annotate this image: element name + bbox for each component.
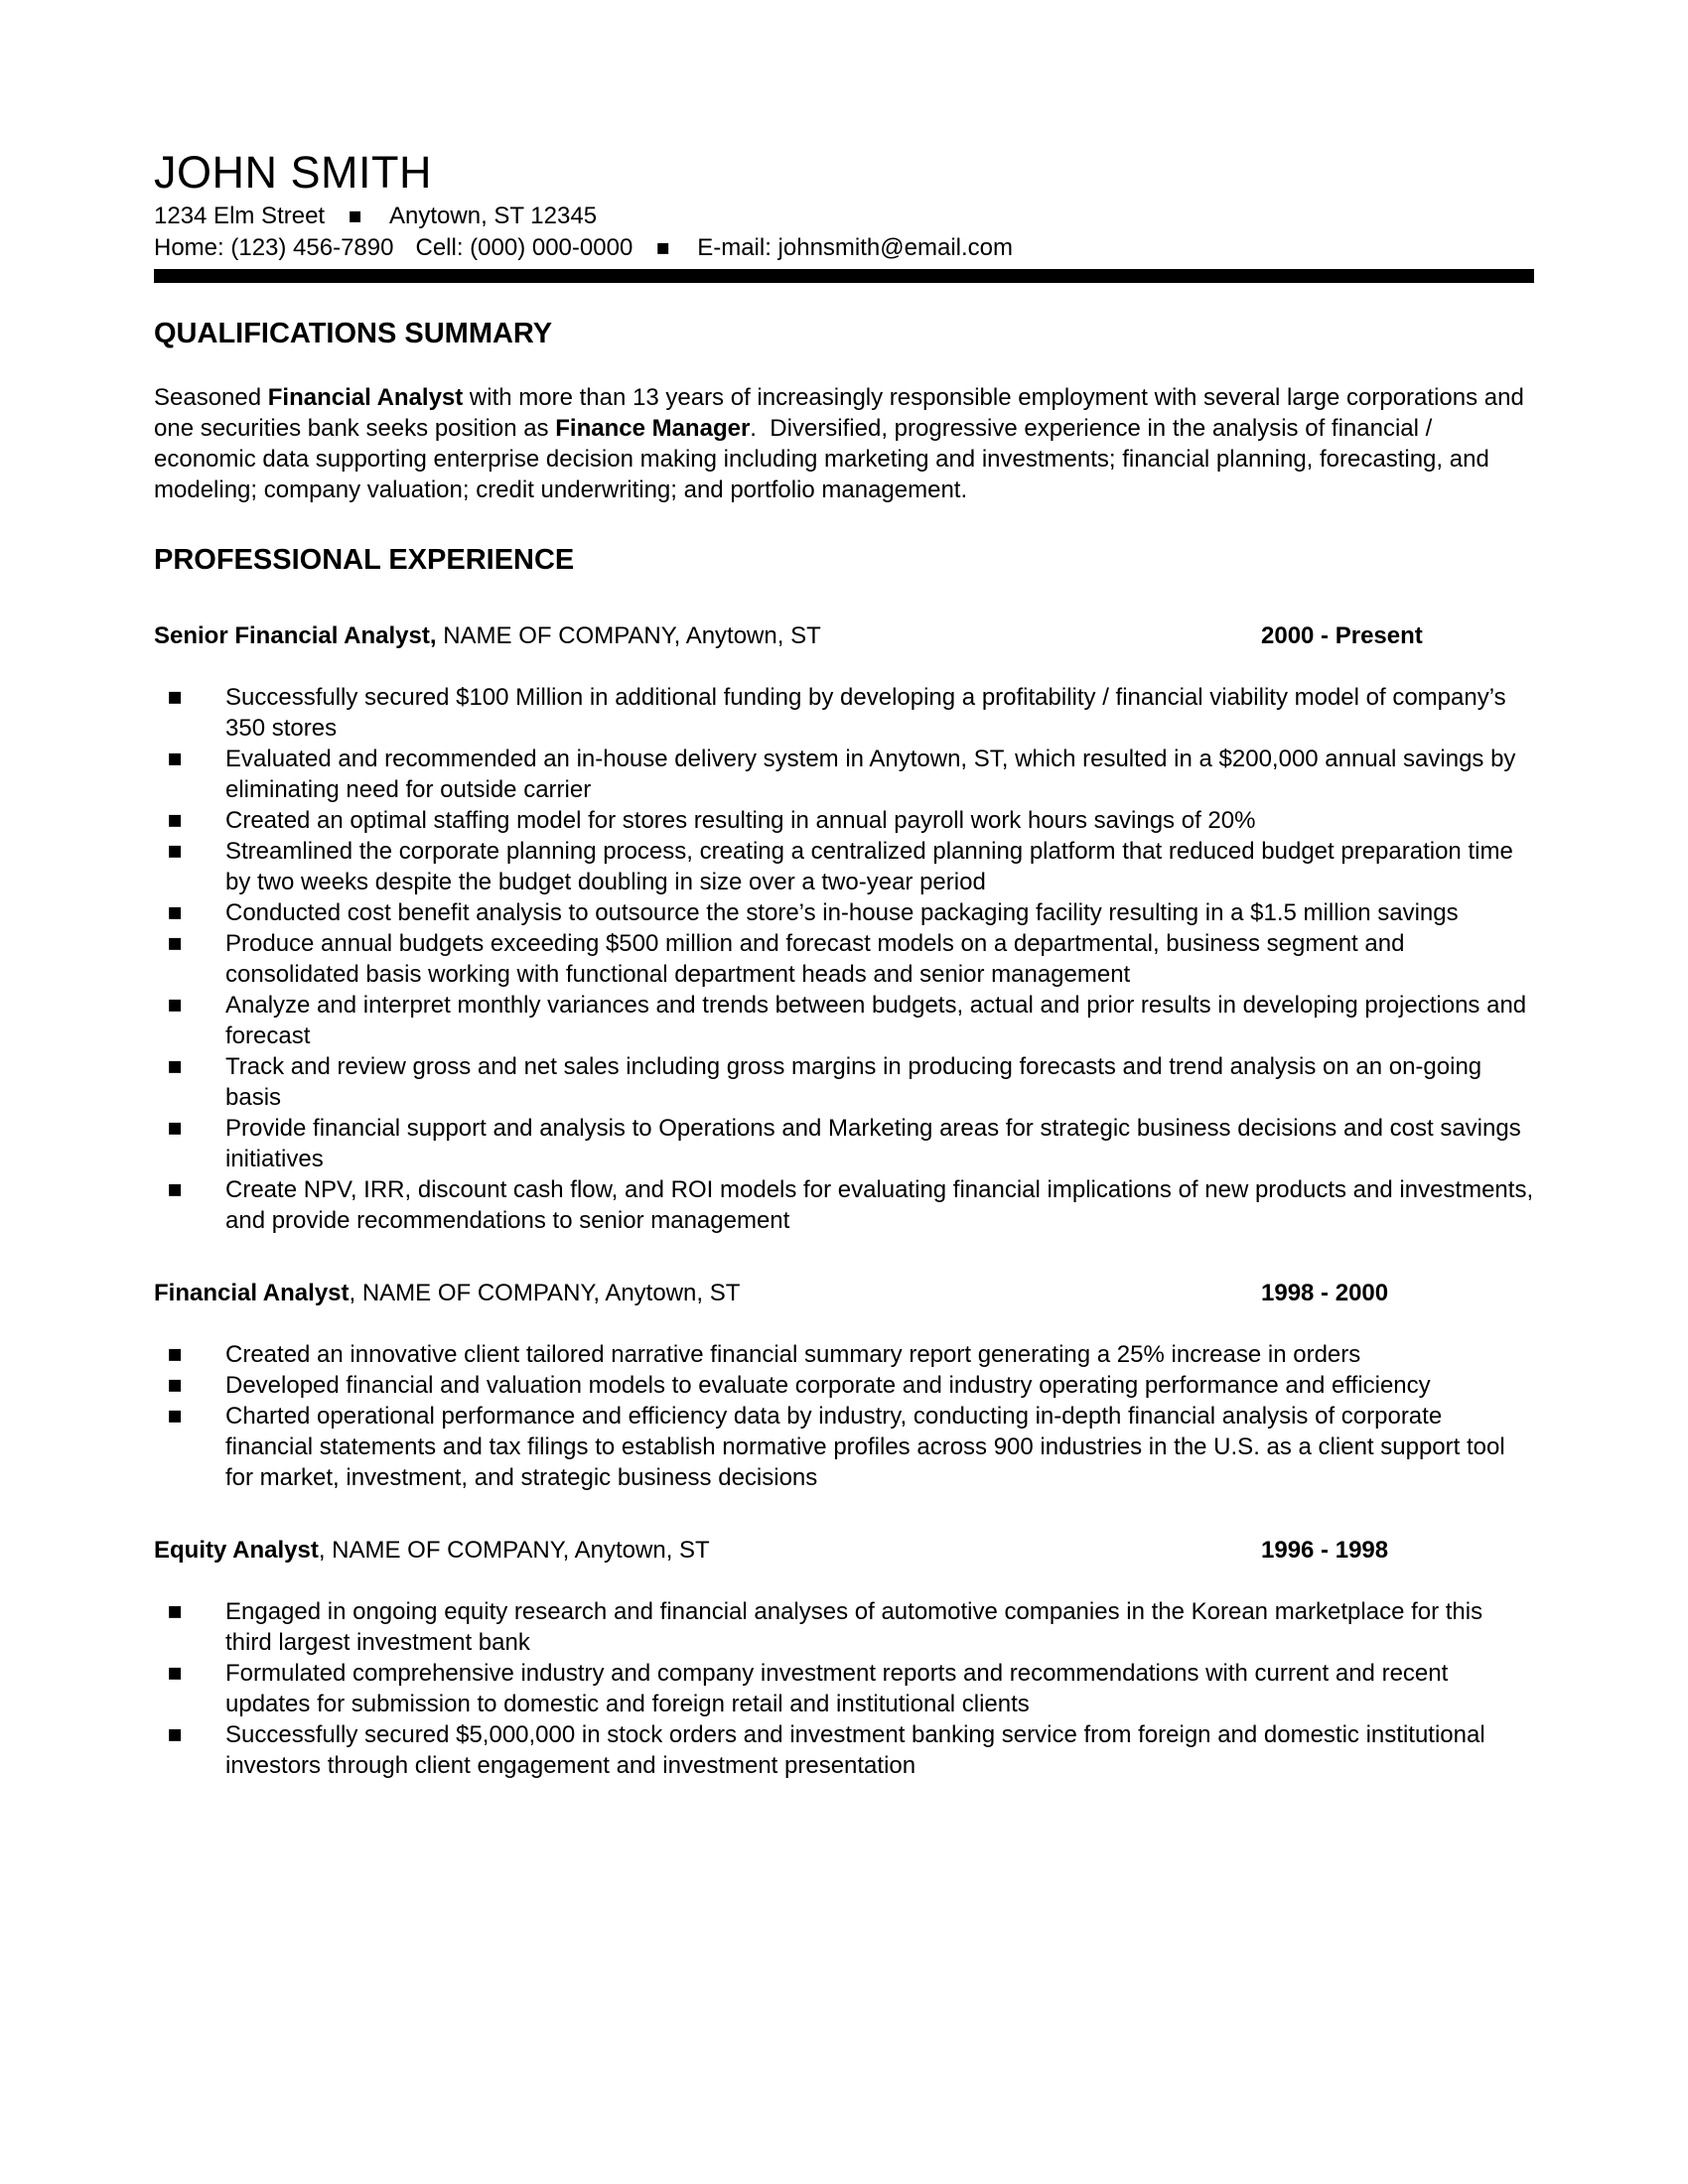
- square-separator-icon: ▪: [348, 204, 363, 228]
- square-bullet-icon: ▪: [167, 1401, 184, 1429]
- job-dates: 2000 - Present: [1261, 622, 1423, 649]
- job-entry: [154, 1535, 1534, 1781]
- job-bullets: [154, 1339, 1534, 1493]
- square-bullet-icon: ▪: [167, 1370, 184, 1398]
- square-bullet-icon: ▪: [167, 805, 184, 833]
- bullet-text: Developed financial and valuation models to evaluate corporate and industry operating performance and efficiency: [225, 1372, 1431, 1399]
- bullet-item: [167, 744, 1534, 805]
- section-title-qualifications: QUALIFICATIONS SUMMARY: [154, 318, 553, 349]
- square-bullet-icon: ▪: [167, 1051, 184, 1079]
- bullet-item: [167, 1370, 1534, 1401]
- bullet-text: Created an innovative client tailored narrative financial summary report generating a 25% increase in orders: [225, 1341, 1361, 1368]
- job-bullets: [154, 682, 1534, 1236]
- summary-target-bold: Finance Manager: [555, 415, 751, 442]
- summary-rest: . Diversified, progressive experience in the analysis of financial / economic data supporting enterprise decision making including marketing and investments; financial planning, forecasting, and modeling; company valuation; credit underwriting; and portfolio management.: [154, 415, 1496, 503]
- job-company: , NAME OF COMPANY, Anytown, ST: [349, 1280, 741, 1306]
- city-state-zip: Anytown, ST 12345: [389, 203, 598, 229]
- address-line: [154, 201, 1534, 232]
- bullet-item: [167, 928, 1534, 990]
- bullet-text: Create NPV, IRR, discount cash flow, and ROI models for evaluating financial implications of new products and investments, and provide recommendations to senior management: [225, 1176, 1534, 1234]
- job-header: [154, 1535, 1534, 1566]
- bullet-item: [167, 1401, 1534, 1493]
- experience-section: [154, 541, 1534, 1781]
- summary-middle: with more than 13 years of increasingly responsible employment with several large corporations and one securities bank seeks position as: [154, 384, 1531, 442]
- bullet-item: [167, 1658, 1534, 1719]
- qualifications-summary-paragraph: [154, 382, 1534, 505]
- square-bullet-icon: ▪: [167, 682, 184, 710]
- square-separator-icon: ▪: [655, 235, 671, 260]
- square-bullet-icon: ▪: [167, 990, 184, 1018]
- bullet-item: [167, 1051, 1534, 1113]
- bullet-item: [167, 1596, 1534, 1658]
- email-address: E-mail: johnsmith@email.com: [697, 234, 1013, 261]
- person-name: JOHN SMITH: [154, 147, 432, 198]
- street-address: 1234 Elm Street: [154, 203, 326, 229]
- summary-role-bold: Financial Analyst: [267, 384, 464, 411]
- phone-email-line: [154, 232, 1534, 264]
- bullet-item: [167, 836, 1534, 897]
- bullet-item: [167, 1174, 1534, 1236]
- bullet-item: [167, 897, 1534, 928]
- bullet-text: Formulated comprehensive industry and company investment reports and recommendations with current and recent updates for submission to domestic and foreign retail and institutional clients: [225, 1660, 1449, 1717]
- bullet-item: [167, 682, 1534, 744]
- square-bullet-icon: ▪: [167, 744, 184, 771]
- summary-lead: Seasoned: [154, 384, 268, 411]
- bullet-text: Engaged in ongoing equity research and financial analyses of automotive companies in the Korean marketplace for this third largest investment bank: [225, 1598, 1483, 1656]
- job-title: Senior Financial Analyst,: [154, 622, 437, 649]
- home-phone: Home: (123) 456-7890: [154, 234, 394, 261]
- square-bullet-icon: ▪: [167, 1719, 184, 1747]
- bullet-item: [167, 1719, 1534, 1781]
- bullet-text: Track and review gross and net sales including gross margins in producing forecasts and trend analysis on an on-going basis: [225, 1053, 1482, 1111]
- bullet-text: Created an optimal staffing model for stores resulting in annual payroll work hours savings of 20%: [225, 807, 1256, 834]
- jobs-container: [154, 620, 1534, 1781]
- cell-phone: Cell: (000) 000-0000: [415, 234, 633, 261]
- resume-header: [154, 145, 1534, 283]
- bullet-text: Successfully secured $5,000,000 in stock orders and investment banking service from foreign and domestic institutional investors through client engagement and investment presentation: [225, 1721, 1485, 1779]
- bullet-item: [167, 1113, 1534, 1174]
- job-company: , NAME OF COMPANY, Anytown, ST: [318, 1537, 710, 1564]
- square-bullet-icon: ▪: [167, 836, 184, 864]
- qualifications-section: [154, 315, 1534, 505]
- square-bullet-icon: ▪: [167, 1174, 184, 1202]
- job-dates: 1998 - 2000: [1261, 1280, 1389, 1306]
- job-company: NAME OF COMPANY, Anytown, ST: [436, 622, 821, 649]
- job-title: Equity Analyst: [154, 1537, 319, 1564]
- square-bullet-icon: ▪: [167, 1113, 184, 1141]
- job-entry: [154, 620, 1534, 1236]
- square-bullet-icon: ▪: [167, 1339, 184, 1367]
- square-bullet-icon: ▪: [167, 928, 184, 956]
- bullet-text: Analyze and interpret monthly variances and trends between budgets, actual and prior results in developing projections and forecast: [225, 992, 1527, 1049]
- square-bullet-icon: ▪: [167, 1658, 184, 1686]
- bullet-text: Successfully secured $100 Million in additional funding by developing a profitability / financial viability model of company’s 350 stores: [225, 684, 1506, 742]
- job-bullets: [154, 1596, 1534, 1781]
- job-header: [154, 620, 1534, 651]
- square-bullet-icon: ▪: [167, 1596, 184, 1624]
- bullet-item: [167, 805, 1534, 836]
- bullet-text: Charted operational performance and efficiency data by industry, conducting in-depth financial analysis of corporate financial statements and tax filings to establish normative profiles across 900 industries in the U.S. as a client support tool for market, investment, and strategic business decisions: [225, 1403, 1505, 1491]
- job-entry: [154, 1278, 1534, 1493]
- bullet-text: Provide financial support and analysis to Operations and Marketing areas for strategic business decisions and cost savings initiatives: [225, 1115, 1521, 1172]
- job-header: [154, 1278, 1534, 1308]
- bullet-text: Conducted cost benefit analysis to outsource the store’s in-house packaging facility resulting in a $1.5 million savings: [225, 899, 1459, 926]
- square-bullet-icon: ▪: [167, 897, 184, 925]
- job-dates: 1996 - 1998: [1261, 1537, 1389, 1564]
- bullet-item: [167, 1339, 1534, 1370]
- bullet-text: Produce annual budgets exceeding $500 million and forecast models on a departmental, business segment and consolidated basis working with functional department heads and senior management: [225, 930, 1405, 988]
- bullet-item: [167, 990, 1534, 1051]
- header-divider-rule: [154, 269, 1534, 283]
- bullet-text: Streamlined the corporate planning process, creating a centralized planning platform that reduced budget preparation time by two weeks despite the budget doubling in size over a two-year period: [225, 838, 1513, 895]
- job-title: Financial Analyst: [154, 1280, 350, 1306]
- section-title-experience: PROFESSIONAL EXPERIENCE: [154, 544, 575, 576]
- bullet-text: Evaluated and recommended an in-house delivery system in Anytown, ST, which resulted in a $200,000 annual savings by eliminating need for outside carrier: [225, 746, 1516, 803]
